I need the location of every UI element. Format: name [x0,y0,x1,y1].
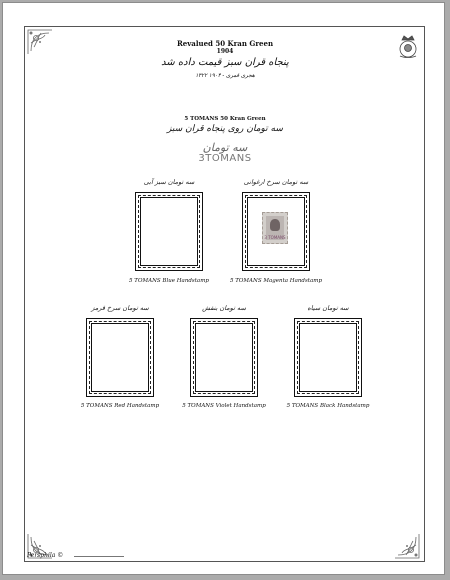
persian-subtitle: ۱۳۲۲ هجری قمری - ۱۹۰۴ [195,73,255,79]
handstamp-sample: 3TOMANS [198,153,252,164]
handstamp-persian: سه تومان [202,141,248,154]
slot-label: 5 TOMANS Red Handstamp [80,403,160,409]
stamp-slot [80,304,160,409]
slot-persian-label: سه تومان سرخ ارغوانی [243,178,309,186]
persian-title: پنجاه قران سبز قیمت داده شد [161,57,289,68]
set-persian: سه تومان روی پنجاه قران سبز [167,124,283,134]
copyright-footer: Persphila © [27,552,64,559]
stamp-mount [86,318,154,397]
slot-label: 5 TOMANS Violet Handstamp [182,403,266,409]
stamp-slot [129,178,209,284]
slot-persian-label: سه تومان سیاه [307,304,349,312]
stamp-mount [294,318,362,397]
stamp-slot [286,304,370,409]
footer-divider [74,556,124,557]
stamp-image [262,212,288,244]
stamp-slot [229,178,322,284]
ornament-corner-icon [394,533,420,559]
slot-label: 5 TOMANS Blue Handstamp [129,278,209,284]
slot-persian-label: سه تومان سبز آبی [143,178,195,186]
issue-year: 1904 [216,48,234,55]
slot-label: 5 TOMANS Black Handstamp [286,403,370,409]
slot-persian-label: سه تومان بنفش [202,304,246,312]
stamp-slot [182,304,266,409]
page-frame [24,26,425,562]
slot-persian-label: سه تومان سرخ قرمز [91,304,149,312]
stamp-mount [135,192,203,271]
portrait-icon [270,219,280,231]
stamp-mount [190,318,258,397]
page-title: Revalued 50 Kran Green [176,39,274,48]
overprint-text: 3 TOMANS [264,235,286,240]
slot-label: 5 TOMANS Magenta Handstamp [229,278,322,284]
set-title: 5 TOMANS 50 Kran Green [184,116,266,122]
